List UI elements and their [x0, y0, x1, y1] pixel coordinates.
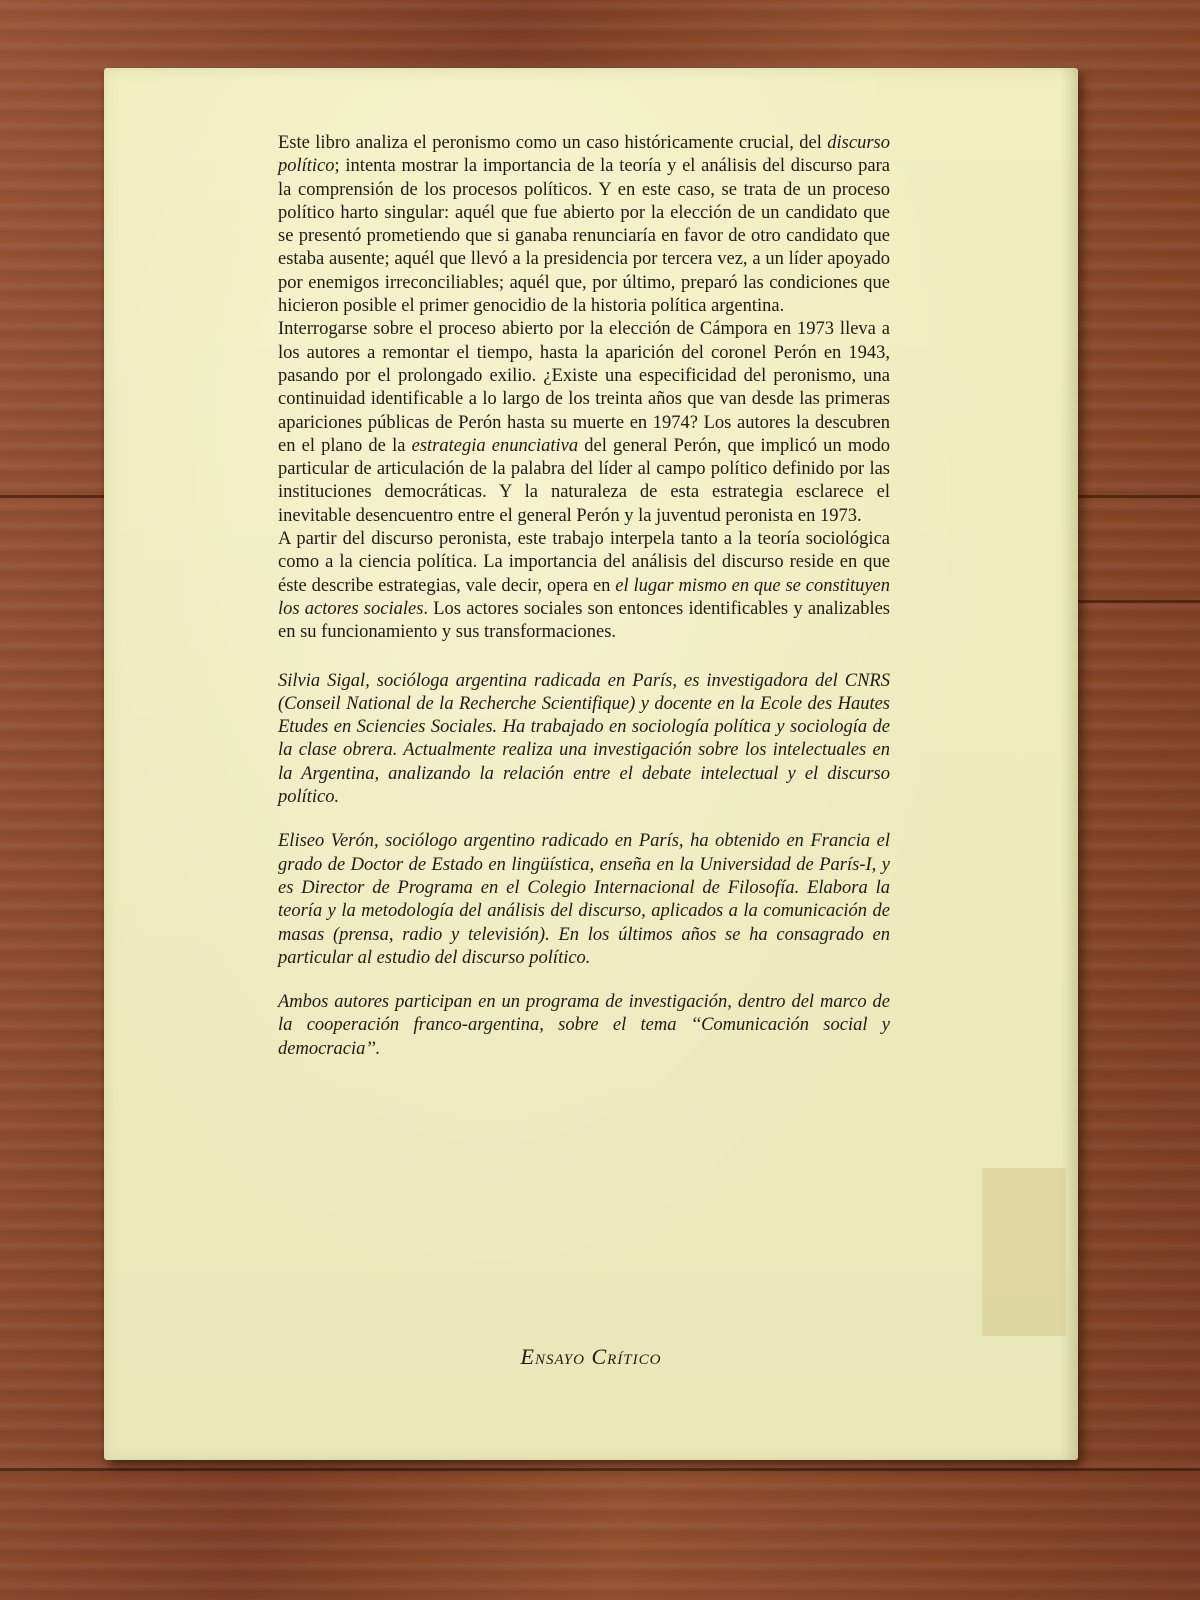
sticker-residue — [982, 1168, 1066, 1336]
body-text: del general Perón, que implicó un modo particular de articulación de la palabra del líder al campo político definido por las instituciones democráticas. Y la naturaleza de esta estrategia esclarece el inevitable desencuentro entre el general Perón y la juventud peronista en 1973. — [278, 435, 890, 526]
back-cover-text — [278, 132, 890, 1061]
floor-plank-seam — [0, 1468, 1200, 1471]
body-text: ; intenta mostrar la importancia de la teoría y el análisis del discurso para la comprensión de los procesos políticos. Y en este caso, se trata de un proceso político harto singular: aquél que fue abierto por la elección de un candidato que se presentó prometiendo que si ganaba renunciaría en favor de otro candidato que estaba ausente; aquél que llevó a la presidencia por tercera vez, a un líder apoyado por enemigos irreconciliables; aquél que, por último, preparó las condiciones que hicieron posible el primer genocidio de la historia política argentina. — [278, 156, 890, 317]
blurb-paragraph-3 — [278, 528, 890, 644]
series-label-text: Ensayo Crítico — [520, 1344, 662, 1369]
authors-joint-note: Ambos autores participan en un programa de investigación, dentro del marco de la cooperación franco-argentina, sobre el tema ‘‘Comunicación social y democracia’’. — [278, 992, 890, 1059]
author-bio-sigal: Silvia Sigal, socióloga argentina radicada en París, es investigadora del CNRS (Conseil National de la Recherche Scientifique) y docente en la Ecole des Hautes Etudes en Sciencies Sociales. Ha trabajado en sociología política y sociología de la clase obrera. Actualmente realiza una investigación sobre los intelectuales en la Argentina, analizando la relación entre el debate intelectual y el discurso político. — [278, 670, 890, 808]
body-text: . Los actores sociales son entonces identificables y analizables en su funcionamiento y sus transformaciones. — [278, 598, 890, 643]
emphasis-text: el lugar mismo en que se constituyen los actores sociales — [278, 575, 891, 619]
book-back-cover — [104, 68, 1078, 1460]
emphasis-text: estrategia enunciativa — [411, 435, 579, 456]
body-text: A partir del discurso peronista, este trabajo interpela tanto a la teoría sociológica como a la ciencia política. La importancia del análisis del discurso reside en que éste describe estrategias, vale decir, opera en — [278, 529, 890, 596]
emphasis-text: discurso político — [278, 133, 890, 177]
blurb-paragraph-2 — [278, 318, 890, 528]
body-text: Este libro analiza el peronismo como un caso históricamente crucial, del — [278, 133, 828, 153]
author-bio-veron: Eliseo Verón, sociólogo argentino radicado en París, ha obtenido en Francia el grado de Doctor de Estado en lingüística, enseña en la Universidad de París-I, y es Director de Programa en el Colegio Internacional de Filosofía. Elabora la teoría y la metodología del análisis del discurso, aplicados a la comunicación de masas (prensa, radio y televisión). En los últimos años se ha consagrado en particular al estudio del discurso político. — [278, 831, 890, 968]
body-text: Interrogarse sobre el proceso abierto por la elección de Cámpora en 1973 lleva a los autores a remontar el tiempo, hasta la aparición del coronel Perón en 1943, pasando por el prolongado exilio. ¿Existe una especificidad del peronismo, una continuidad identificable a lo largo de los treinta años que van desde las primeras apariciones públicas de Perón hasta su muerte en 1974? Los autores la descubren en el plano de la — [278, 319, 890, 456]
series-label — [104, 1344, 1078, 1370]
blurb-paragraph-1 — [278, 132, 890, 318]
floor-plank-seam — [1070, 600, 1200, 603]
